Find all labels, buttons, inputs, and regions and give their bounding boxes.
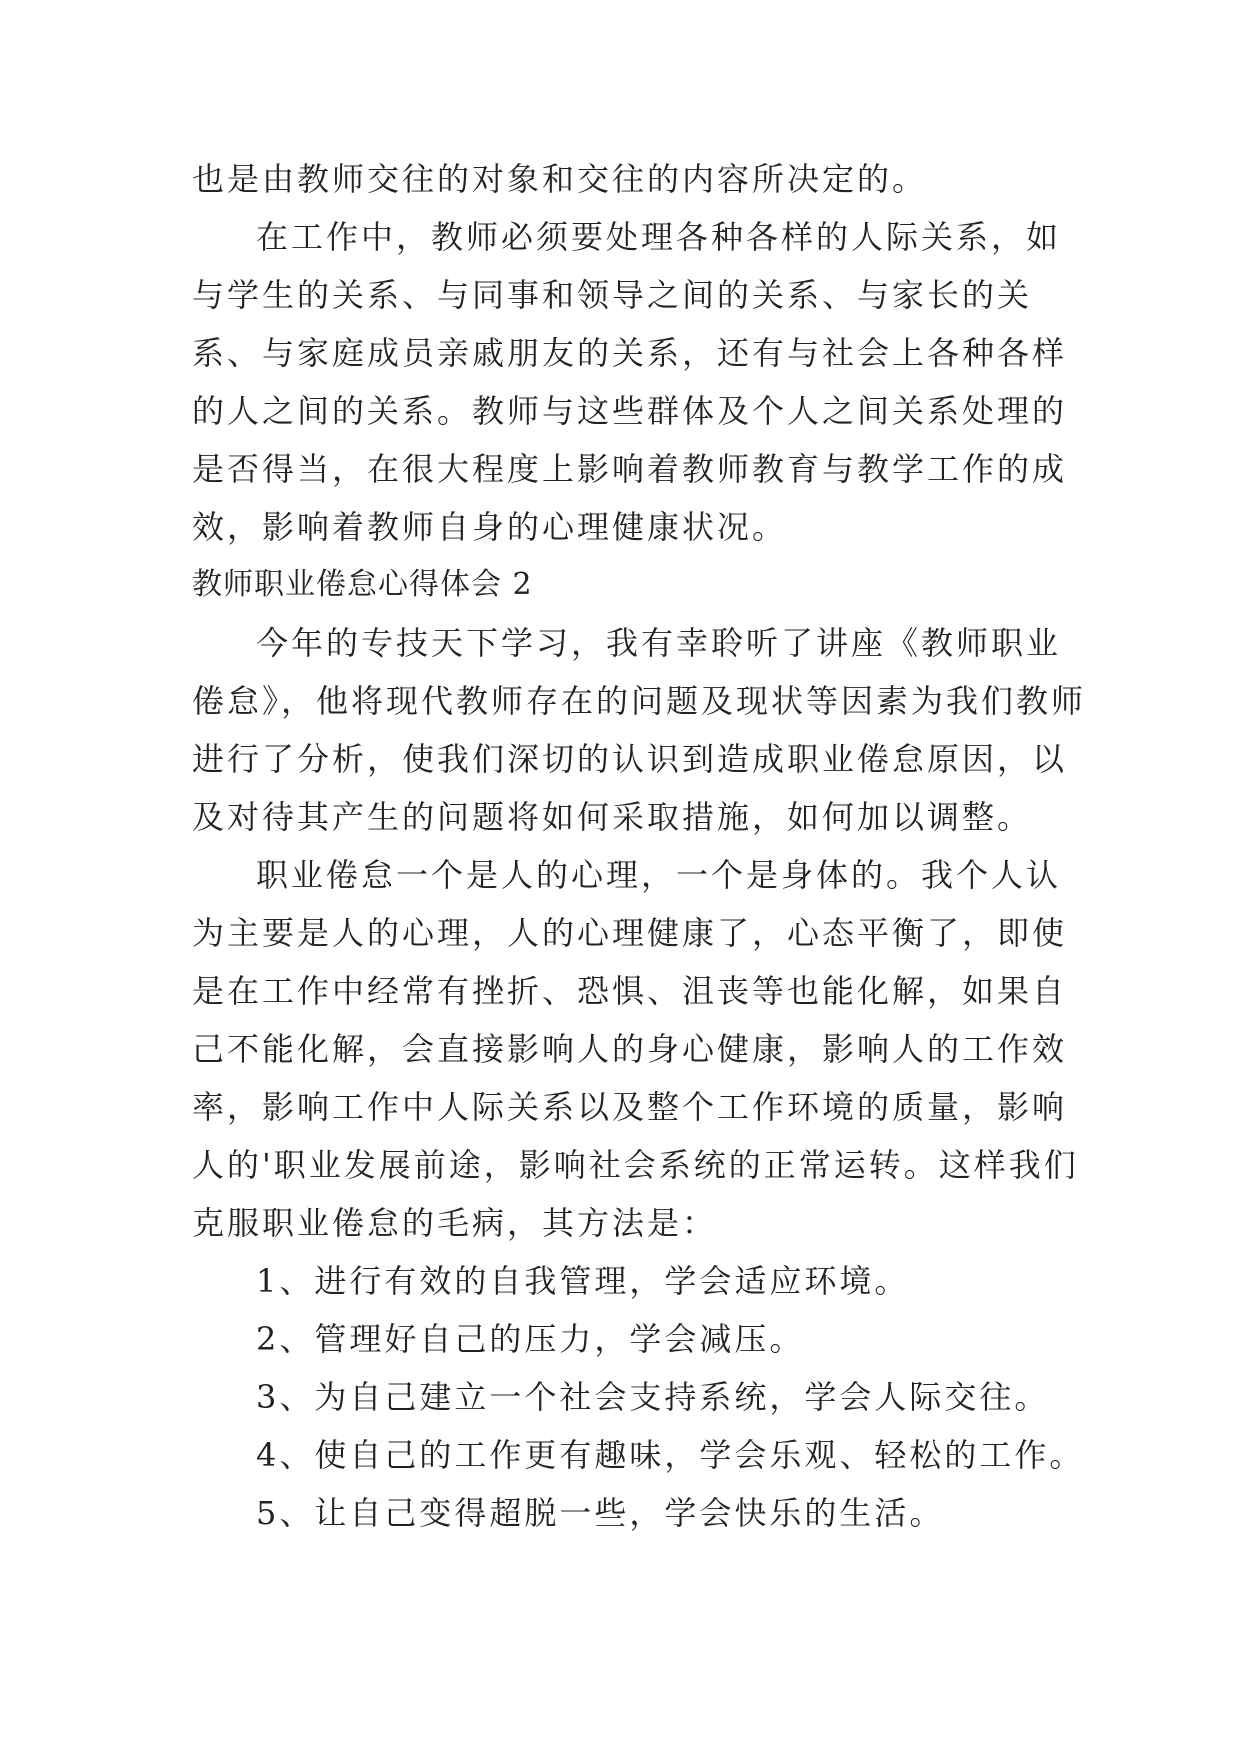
document-page <box>192 150 1092 1542</box>
method-item-3: 3、为自己建立一个社会支持系统，学会人际交往。 <box>256 1378 1050 1416</box>
method-item-1: 1、进行有效的自我管理，学会适应环境。 <box>256 1262 910 1300</box>
paragraph-burnout: 职业倦怠一个是人的心理，一个是身体的。我个人认为主要是人的心理，人的心理健康了，心态平衡了，即使是在工作中经常有挫折、恐惧、沮丧等也能化解，如果自己不能化解，会直接影响人的身心健康，影响人的工作效率，影响工作中人际关系以及整个工作环境的质量，影响人的'职业发展前途，影响社会系统的正常运转。这样我们克服职业倦怠的毛病，其方法是： <box>192 856 1079 1242</box>
intro-continuation: 也是由教师交往的对象和交往的内容所决定的。 <box>192 160 928 198</box>
method-item-5: 5、让自己变得超脱一些，学会快乐的生活。 <box>256 1494 945 1532</box>
paragraph-lecture: 今年的专技天下学习，我有幸聆听了讲座《教师职业倦怠》，他将现代教师存在的问题及现状等因素为我们教师进行了分析，使我们深切的认识到造成职业倦怠原因，以及对待其产生的问题将如何采取措施，如何加以调整。 <box>192 624 1087 836</box>
method-item-2: 2、管理好自己的压力，学会减压。 <box>256 1320 805 1358</box>
paragraph-relations: 在工作中，教师必须要处理各种各样的人际关系，如与学生的关系、与同事和领导之间的关系、与家长的关系、与家庭成员亲戚朋友的关系，还有与社会上各种各样的人之间的关系。教师与这些群体及个人之间关系处理的是否得当，在很大程度上影响着教师教育与教学工作的成效，影响着教师自身的心理健康状况。 <box>192 218 1068 546</box>
method-item-4: 4、使自己的工作更有趣味，学会乐观、轻松的工作。 <box>256 1436 1085 1474</box>
section-heading: 教师职业倦怠心得体会 2 <box>192 567 533 602</box>
